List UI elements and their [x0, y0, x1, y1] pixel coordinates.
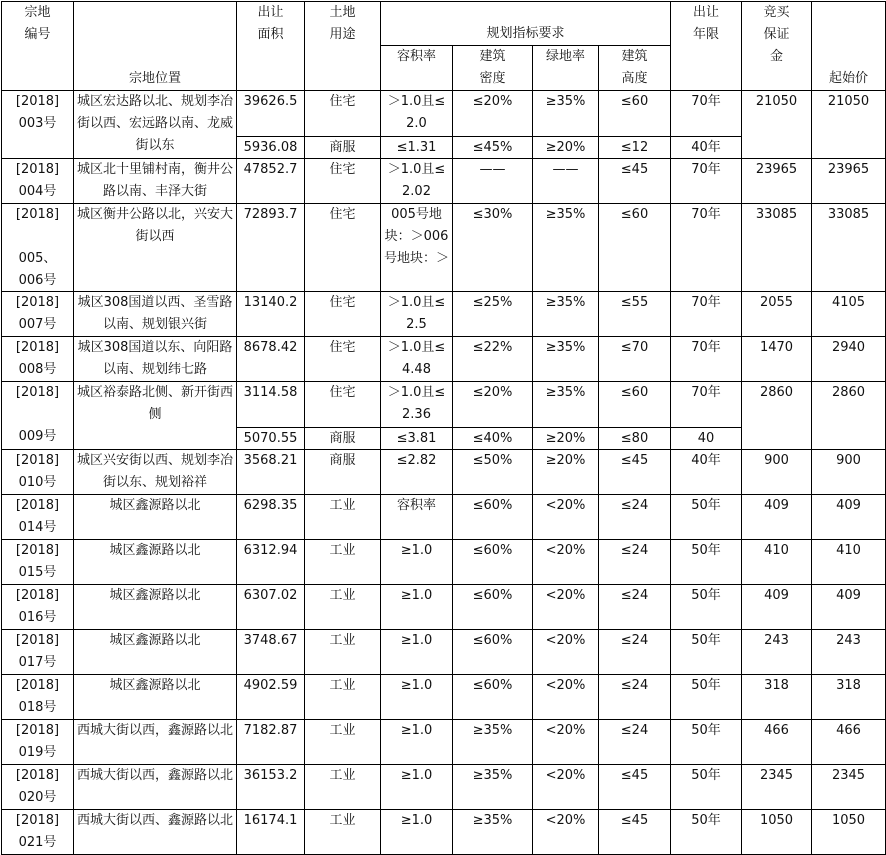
- land-use-cell: 工业: [305, 585, 381, 630]
- far-cell: ≥1.0: [381, 810, 453, 855]
- density-cell: ≥35%: [453, 810, 533, 855]
- area-cell: 13140.2: [237, 292, 305, 337]
- parcel-id-cell: [2018] 019号: [2, 720, 74, 765]
- start-price-cell: 318: [812, 675, 886, 720]
- area-cell: 5070.55: [237, 428, 305, 450]
- far-cell: 005号地块：＞006号地块：＞: [381, 204, 453, 292]
- location-cell: 城区鑫源路以北: [74, 495, 237, 540]
- land-auction-table: [1, 1, 886, 855]
- land-use-cell: 住宅: [305, 159, 381, 204]
- far-cell: ≥1.0: [381, 765, 453, 810]
- area-cell: 72893.7: [237, 204, 305, 292]
- deposit-cell: 2345: [742, 765, 812, 810]
- deposit-cell: 23965: [742, 159, 812, 204]
- term-cell: 40年: [671, 137, 742, 159]
- table-header: [2, 2, 886, 91]
- land-use-cell: 住宅: [305, 337, 381, 382]
- header-parcel-no: 宗地 编号: [2, 2, 74, 91]
- height-cell: ≤45: [599, 159, 671, 204]
- far-cell: 容积率: [381, 495, 453, 540]
- green-rate-cell: <20%: [533, 630, 599, 675]
- location-cell: 西城大街以西、鑫源路以北: [74, 810, 237, 855]
- header-height: 建筑 高度: [599, 46, 671, 91]
- height-cell: ≤24: [599, 675, 671, 720]
- deposit-cell: 900: [742, 450, 812, 495]
- land-use-cell: 工业: [305, 540, 381, 585]
- area-cell: 7182.87: [237, 720, 305, 765]
- far-cell: ≥1.0: [381, 540, 453, 585]
- start-price-cell: 21050: [812, 91, 886, 159]
- deposit-cell: 2860: [742, 382, 812, 450]
- table-row: [2, 765, 886, 810]
- area-cell: 4902.59: [237, 675, 305, 720]
- green-rate-cell: <20%: [533, 765, 599, 810]
- density-cell: ≤50%: [453, 450, 533, 495]
- density-cell: ≤60%: [453, 495, 533, 540]
- density-cell: ——: [453, 159, 533, 204]
- deposit-cell: 1470: [742, 337, 812, 382]
- area-cell: 8678.42: [237, 337, 305, 382]
- term-cell: 70年: [671, 382, 742, 428]
- location-cell: 城区308国道以东、向阳路以南、规划纬七路: [74, 337, 237, 382]
- start-price-cell: 900: [812, 450, 886, 495]
- green-rate-cell: ≥35%: [533, 91, 599, 137]
- start-price-cell: 466: [812, 720, 886, 765]
- parcel-id-cell: [2018] 003号: [2, 91, 74, 159]
- term-cell: 70年: [671, 292, 742, 337]
- density-cell: ≤60%: [453, 585, 533, 630]
- density-cell: ≤22%: [453, 337, 533, 382]
- location-cell: 城区裕泰路北侧、新开街西侧: [74, 382, 237, 450]
- area-cell: 36153.2: [237, 765, 305, 810]
- height-cell: ≤24: [599, 720, 671, 765]
- far-cell: ≥1.0: [381, 720, 453, 765]
- term-cell: 70年: [671, 159, 742, 204]
- header-location: 宗地位置: [74, 2, 237, 91]
- deposit-cell: 410: [742, 540, 812, 585]
- table-row: [2, 337, 886, 382]
- start-price-cell: 409: [812, 495, 886, 540]
- height-cell: ≤60: [599, 91, 671, 137]
- table-row: [2, 450, 886, 495]
- area-cell: 16174.1: [237, 810, 305, 855]
- location-cell: 城区鑫源路以北: [74, 630, 237, 675]
- header-start-price: 起始价: [812, 2, 886, 91]
- height-cell: ≤60: [599, 204, 671, 292]
- area-cell: 39626.5: [237, 91, 305, 137]
- term-cell: 40年: [671, 450, 742, 495]
- deposit-cell: 409: [742, 495, 812, 540]
- density-cell: ≥35%: [453, 765, 533, 810]
- parcel-id-cell: [2018] 021号: [2, 810, 74, 855]
- parcel-id-cell: [2018] 007号: [2, 292, 74, 337]
- green-rate-cell: <20%: [533, 495, 599, 540]
- land-use-cell: 住宅: [305, 204, 381, 292]
- table-row: [2, 585, 886, 630]
- term-cell: 50年: [671, 495, 742, 540]
- height-cell: ≤45: [599, 810, 671, 855]
- land-use-cell: 工业: [305, 765, 381, 810]
- land-use-cell: 住宅: [305, 91, 381, 137]
- area-cell: 6307.02: [237, 585, 305, 630]
- term-cell: 50年: [671, 630, 742, 675]
- land-use-cell: 住宅: [305, 382, 381, 428]
- parcel-id-cell: [2018] 009号: [2, 382, 74, 450]
- density-cell: ≤60%: [453, 630, 533, 675]
- table-row: [2, 630, 886, 675]
- green-rate-cell: ≥35%: [533, 292, 599, 337]
- table-row: [2, 810, 886, 855]
- green-rate-cell: ≥35%: [533, 337, 599, 382]
- table-body: [2, 91, 886, 855]
- height-cell: ≤24: [599, 585, 671, 630]
- far-cell: ＞1.0且≤4.48: [381, 337, 453, 382]
- table-row: [2, 495, 886, 540]
- green-rate-cell: ≥35%: [533, 204, 599, 292]
- far-cell: ＞1.0且≤2.36: [381, 382, 453, 428]
- deposit-cell: 409: [742, 585, 812, 630]
- green-rate-cell: ≥35%: [533, 382, 599, 428]
- density-cell: ≤60%: [453, 540, 533, 585]
- location-cell: 西城大街以西，鑫源路以北: [74, 720, 237, 765]
- location-cell: 城区宏达路以北、规划李冶街以西、宏远路以南、龙威街以东: [74, 91, 237, 159]
- density-cell: ≤60%: [453, 675, 533, 720]
- term-cell: 50年: [671, 540, 742, 585]
- term-cell: 40: [671, 428, 742, 450]
- table-row: [2, 159, 886, 204]
- term-cell: 70年: [671, 337, 742, 382]
- height-cell: ≤70: [599, 337, 671, 382]
- start-price-cell: 2940: [812, 337, 886, 382]
- table-row: [2, 382, 886, 428]
- location-cell: 城区兴安街以西、规划李冶街以东、规划裕祥: [74, 450, 237, 495]
- density-cell: ≥35%: [453, 720, 533, 765]
- deposit-cell: 466: [742, 720, 812, 765]
- land-use-cell: 工业: [305, 630, 381, 675]
- start-price-cell: 1050: [812, 810, 886, 855]
- table-row: [2, 540, 886, 585]
- location-cell: 西城大街以西，鑫源路以北: [74, 765, 237, 810]
- far-cell: ≤1.31: [381, 137, 453, 159]
- density-cell: ≤25%: [453, 292, 533, 337]
- height-cell: ≤80: [599, 428, 671, 450]
- term-cell: 50年: [671, 675, 742, 720]
- term-cell: 50年: [671, 720, 742, 765]
- land-use-cell: 商服: [305, 450, 381, 495]
- term-cell: 70年: [671, 204, 742, 292]
- height-cell: ≤24: [599, 540, 671, 585]
- land-use-cell: 商服: [305, 428, 381, 450]
- density-cell: ≤30%: [453, 204, 533, 292]
- height-cell: ≤45: [599, 450, 671, 495]
- parcel-id-cell: [2018] 016号: [2, 585, 74, 630]
- parcel-id-cell: [2018] 004号: [2, 159, 74, 204]
- term-cell: 50年: [671, 765, 742, 810]
- term-cell: 50年: [671, 585, 742, 630]
- far-cell: ＞1.0且≤2.02: [381, 159, 453, 204]
- far-cell: ≤2.82: [381, 450, 453, 495]
- location-cell: 城区鑫源路以北: [74, 675, 237, 720]
- table-row: [2, 292, 886, 337]
- parcel-id-cell: [2018] 010号: [2, 450, 74, 495]
- parcel-id-cell: [2018] 005、 006号: [2, 204, 74, 292]
- far-cell: ＞1.0且≤2.0: [381, 91, 453, 137]
- start-price-cell: 409: [812, 585, 886, 630]
- location-cell: 城区北十里铺村南，衡井公路以南、丰泽大街: [74, 159, 237, 204]
- area-cell: 3114.58: [237, 382, 305, 428]
- density-cell: ≤45%: [453, 137, 533, 159]
- area-cell: 3568.21: [237, 450, 305, 495]
- area-cell: 6298.35: [237, 495, 305, 540]
- header-far: 容积率: [381, 46, 453, 91]
- start-price-cell: 4105: [812, 292, 886, 337]
- start-price-cell: 2860: [812, 382, 886, 450]
- start-price-cell: 243: [812, 630, 886, 675]
- location-cell: 城区308国道以西、圣雪路以南、规划银兴街: [74, 292, 237, 337]
- height-cell: ≤55: [599, 292, 671, 337]
- parcel-id-cell: [2018] 020号: [2, 765, 74, 810]
- parcel-id-cell: [2018] 008号: [2, 337, 74, 382]
- land-use-cell: 住宅: [305, 292, 381, 337]
- table-row: [2, 675, 886, 720]
- term-cell: 50年: [671, 810, 742, 855]
- green-rate-cell: ≥20%: [533, 450, 599, 495]
- header-planning: 规划指标要求: [381, 2, 671, 46]
- area-cell: 47852.7: [237, 159, 305, 204]
- header-term: 出让 年限: [671, 2, 742, 91]
- density-cell: ≤40%: [453, 428, 533, 450]
- header-green: 绿地率: [533, 46, 599, 91]
- start-price-cell: 33085: [812, 204, 886, 292]
- header-use: 土地 用途: [305, 2, 381, 91]
- deposit-cell: 1050: [742, 810, 812, 855]
- green-rate-cell: <20%: [533, 675, 599, 720]
- far-cell: ≥1.0: [381, 675, 453, 720]
- area-cell: 5936.08: [237, 137, 305, 159]
- table-row: [2, 91, 886, 137]
- location-cell: 城区鑫源路以北: [74, 585, 237, 630]
- density-cell: ≤20%: [453, 382, 533, 428]
- green-rate-cell: <20%: [533, 720, 599, 765]
- far-cell: ＞1.0且≤2.5: [381, 292, 453, 337]
- deposit-cell: 33085: [742, 204, 812, 292]
- parcel-id-cell: [2018] 015号: [2, 540, 74, 585]
- parcel-id-cell: [2018] 014号: [2, 495, 74, 540]
- location-cell: 城区鑫源路以北: [74, 540, 237, 585]
- density-cell: ≤20%: [453, 91, 533, 137]
- start-price-cell: 23965: [812, 159, 886, 204]
- green-rate-cell: ——: [533, 159, 599, 204]
- far-cell: ≤3.81: [381, 428, 453, 450]
- table-row: [2, 720, 886, 765]
- deposit-cell: 21050: [742, 91, 812, 159]
- area-cell: 3748.67: [237, 630, 305, 675]
- start-price-cell: 410: [812, 540, 886, 585]
- green-rate-cell: <20%: [533, 585, 599, 630]
- green-rate-cell: ≥20%: [533, 428, 599, 450]
- green-rate-cell: <20%: [533, 810, 599, 855]
- land-use-cell: 工业: [305, 675, 381, 720]
- land-use-cell: 商服: [305, 137, 381, 159]
- deposit-cell: 243: [742, 630, 812, 675]
- land-use-cell: 工业: [305, 495, 381, 540]
- land-use-cell: 工业: [305, 810, 381, 855]
- deposit-cell: 318: [742, 675, 812, 720]
- height-cell: ≤12: [599, 137, 671, 159]
- area-cell: 6312.94: [237, 540, 305, 585]
- header-deposit: 竞买 保证 金: [742, 2, 812, 91]
- far-cell: ≥1.0: [381, 585, 453, 630]
- green-rate-cell: ≥20%: [533, 137, 599, 159]
- parcel-id-cell: [2018] 018号: [2, 675, 74, 720]
- location-cell: 城区衡井公路以北，兴安大街以西: [74, 204, 237, 292]
- height-cell: ≤24: [599, 495, 671, 540]
- table-row: [2, 204, 886, 292]
- header-density: 建筑 密度: [453, 46, 533, 91]
- deposit-cell: 2055: [742, 292, 812, 337]
- height-cell: ≤45: [599, 765, 671, 810]
- header-area: 出让 面积: [237, 2, 305, 91]
- term-cell: 70年: [671, 91, 742, 137]
- green-rate-cell: <20%: [533, 540, 599, 585]
- start-price-cell: 2345: [812, 765, 886, 810]
- parcel-id-cell: [2018] 017号: [2, 630, 74, 675]
- far-cell: ≥1.0: [381, 630, 453, 675]
- land-use-cell: 工业: [305, 720, 381, 765]
- height-cell: ≤24: [599, 630, 671, 675]
- height-cell: ≤60: [599, 382, 671, 428]
